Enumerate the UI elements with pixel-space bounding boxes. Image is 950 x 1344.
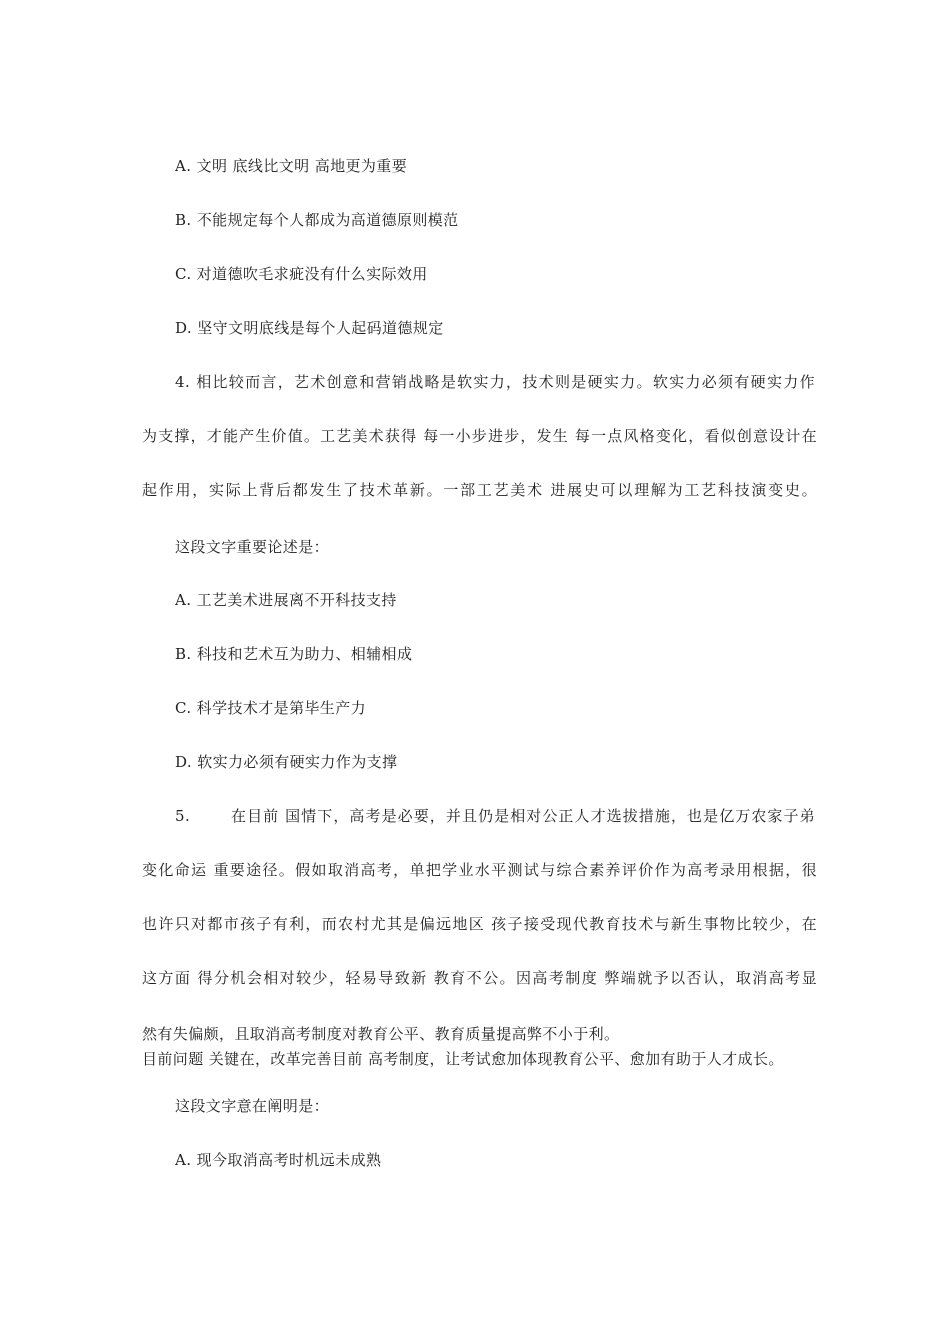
q4-prompt: 这段文字重要论述是： (175, 538, 330, 556)
q4-text-line-2: 为支撑，才能产生价值。工艺美术获得 每一小步进步，发生 每一点风格变化，看似创意设计在 (142, 427, 817, 445)
q5-text-line-4: 这方面 得分机会相对较少，轻易导致新 教育不公。因高考制度 弊端就予以否认，取消高考显 (142, 969, 817, 987)
q4-option-c: C. 科学技术才是第毕生产力 (175, 699, 367, 717)
q5-text-line-2: 变化命运 重要途径。假如取消高考，单把学业水平测试与综合素养评价作为高考录用根据，很 (142, 861, 817, 879)
q5-text-line-5: 然有失偏颇，且取消高考制度对教育公平、教育质量提高弊不小于利。 (142, 1025, 620, 1043)
q3-option-c: C. 对道德吹毛求疵没有什么实际效用 (175, 265, 428, 283)
q3-option-d: D. 坚守文明底线是每个人起码道德规定 (175, 319, 444, 337)
q4-option-b: B. 科技和艺术互为助力、相辅相成 (175, 645, 413, 663)
q3-option-b: B. 不能规定每个人都成为高道德原则模范 (175, 211, 459, 229)
q5-option-a: A. 现今取消高考时机远未成熟 (175, 1151, 382, 1169)
q5-prompt: 这段文字意在阐明是： (175, 1097, 330, 1115)
q5-text-line-1: 5. 在目前 国情下，高考是必要，并且仍是相对公正人才选拔措施，也是亿万农家子弟 (175, 807, 815, 825)
q5-text-line-3: 也许只对都市孩子有利，而农村尤其是偏远地区 孩子接受现代教育技术与新生事物比较少，在 (142, 915, 817, 933)
q4-option-a: A. 工艺美术进展离不开科技支持 (175, 591, 397, 609)
q3-option-a: A. 文明 底线比文明 高地更为重要 (175, 157, 408, 175)
q5-text-line-6: 目前问题 关键在，改革完善目前 高考制度，让考试愈加体现教育公平、愈加有助于人才成长。 (142, 1050, 784, 1068)
q4-option-d: D. 软实力必须有硬实力作为支撑 (175, 753, 398, 771)
q4-text-line-3: 起作用，实际上背后都发生了技术革新。一部工艺美术 进展史可以理解为工艺科技演变史。 (142, 481, 817, 499)
q4-text-line-1: 4. 相比较而言，艺术创意和营销战略是软实力，技术则是硬实力。软实力必须有硬实力作 (175, 373, 815, 391)
